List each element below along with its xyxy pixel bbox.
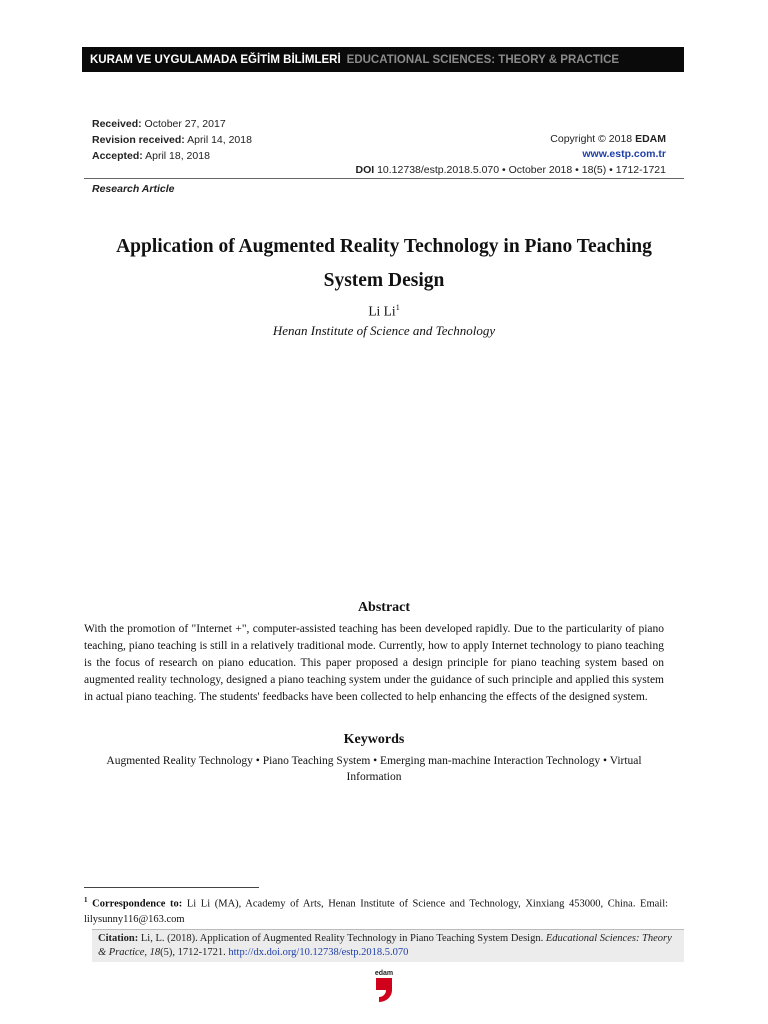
abstract-heading: Abstract (357, 600, 411, 615)
author-line (84, 303, 684, 320)
paper-title: Application of Augmented Reality Technology in Piano Teaching System Design (116, 236, 652, 291)
publisher-name: EDAM (635, 133, 666, 145)
journal-banner (82, 47, 684, 72)
keywords-text: Augmented Reality Technology • Piano Teaching System • Emerging man-machine Interaction Technology • Virtual Information (106, 755, 642, 783)
journal-website-link[interactable]: www.estp.com.tr (582, 148, 666, 160)
citation-issue: (5), 1712-1721. (160, 947, 226, 958)
header-divider (84, 178, 684, 179)
author-affiliation: Henan Institute of Science and Technology (272, 323, 496, 338)
citation-label: Citation: (98, 933, 139, 944)
journal-title-en: EDUCATIONAL SCIENCES: THEORY & PRACTICE (346, 53, 620, 66)
received-line (92, 116, 252, 132)
submission-dates (92, 116, 252, 164)
doi-label: DOI (355, 164, 375, 176)
edam-logo-text: edam (374, 970, 394, 977)
footnote-mark: 1 (84, 896, 88, 904)
revision-label: Revision received: (92, 134, 185, 146)
doi-value: 10.12738/estp.2018.5.070 • October 2018 • 18(5) • 1712-1721 (377, 164, 666, 176)
keywords-heading: Keywords (343, 732, 405, 747)
correspondence-footnote (84, 893, 668, 927)
accepted-date: April 18, 2018 (145, 150, 210, 162)
abstract-text: With the promotion of "Internet +", computer-assisted teaching has been developed rapidly. Due to the particularity of piano teaching, piano teaching is still in a relatively traditional mode. Currently, how to apply Internet technology to piano teaching is the focus of research on piano education. This paper proposed a design principle for piano teaching system based on augmented reality technology, designed a piano teaching system under the guidance of such principle and applied this system in actual piano teaching. The students' feedbacks have been collected to help enhancing the effects of the designed system. (84, 623, 664, 703)
accepted-label: Accepted: (92, 150, 143, 162)
edam-logo-mark (376, 978, 392, 1002)
received-date: October 27, 2017 (144, 118, 226, 130)
accepted-line (92, 148, 252, 164)
copyright-text: Copyright © 2018 (550, 133, 633, 145)
footnote-label: Correspondence to: (92, 898, 183, 910)
citation-box (92, 929, 684, 962)
journal-title-tr: KURAM VE UYGULAMADA EĞİTİM BİLİMLERİ (90, 53, 341, 66)
doi-line (355, 164, 666, 176)
citation-text: Li, L. (2018). Application of Augmented Reality Technology in Piano Teaching System Design. (140, 933, 544, 944)
citation-doi-link[interactable]: http://dx.doi.org/10.12738/estp.2018.5.070 (228, 947, 409, 958)
author-name: Li Li (368, 303, 396, 319)
footnote-text: Li Li (MA), Academy of Arts, Henan Institute of Science and Technology, Xinxiang 453000, China. Email: lilysunny116@163.com (84, 898, 669, 925)
article-type: Research Article (92, 183, 175, 195)
journal-info (550, 132, 666, 162)
revision-date: April 14, 2018 (187, 134, 252, 146)
received-label: Received: (92, 118, 142, 130)
edam-logo-icon (366, 968, 402, 1004)
author-footnote-mark: 1 (395, 303, 400, 312)
citation-journal: Educational Sciences: Theory & Practice, 18 (98, 933, 672, 958)
revision-line (92, 132, 252, 148)
copyright-line (550, 132, 666, 147)
footnote-divider (84, 887, 259, 888)
